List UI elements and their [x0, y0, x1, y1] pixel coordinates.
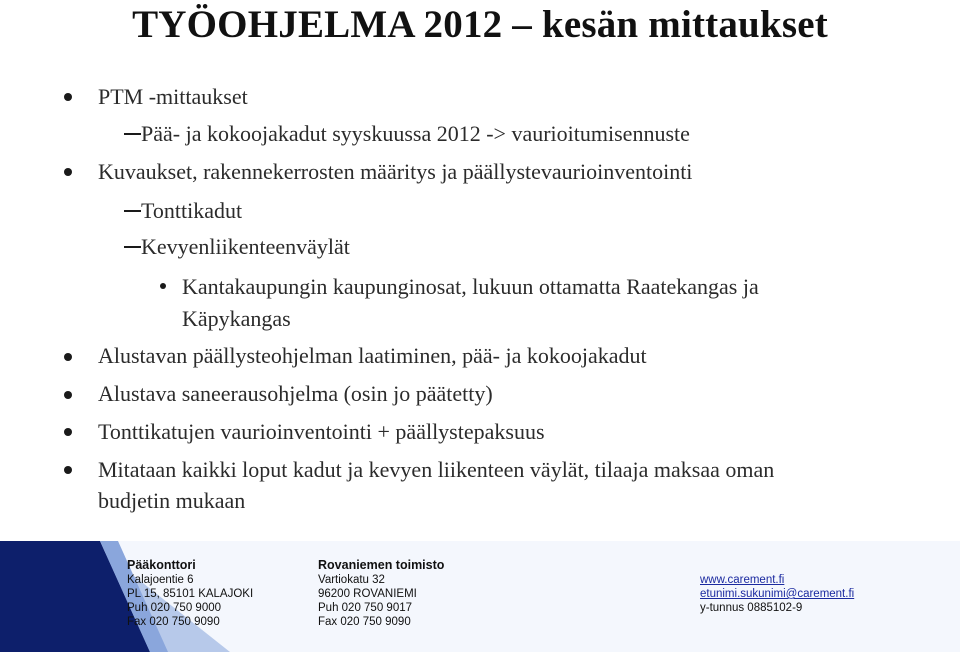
rovaniemi-office-address: Vartiokatu 32 [318, 574, 385, 586]
bullet-item: Tonttikatujen vaurioinventointi + päällystepaksuus [98, 419, 545, 444]
sub-sub-item: Kantakaupungin kaupunginosat, lukuun ottamatta Raatekangas ja [182, 274, 759, 299]
head-office-phone: Puh 020 750 9000 [127, 602, 222, 614]
bullet-item-continued: budjetin mukaan [98, 488, 246, 513]
bullet-dot-icon [64, 391, 72, 399]
email-link[interactable]: etunimi.sukunimi@carement.fi [700, 588, 855, 600]
rovaniemi-office-postal: 96200 ROVANIEMI [318, 588, 417, 600]
dash-icon [124, 246, 141, 248]
rovaniemi-office-heading: Rovaniemen toimisto [318, 558, 445, 572]
bullet-dot-icon [64, 168, 72, 176]
dash-icon [124, 133, 141, 135]
head-office-postal: PL 15, 85101 KALAJOKI [127, 588, 254, 600]
rovaniemi-office-fax: Fax 020 750 9090 [318, 616, 411, 628]
bullet-dot-icon [64, 466, 72, 474]
bullet-item: Alustavan päällysteohjelman laatiminen, pää- ja kokoojakadut [98, 343, 647, 368]
website-link[interactable]: www.carement.fi [700, 574, 785, 586]
bullet-dot-icon [64, 353, 72, 361]
bullet-dot-icon [160, 283, 166, 289]
bullet-item: Kuvaukset, rakennekerrosten määritys ja päällystevaurioinventointi [98, 159, 693, 184]
bullet-item: Mitataan kaikki loput kadut ja kevyen liikenteen väylät, tilaaja maksaa oman [98, 457, 775, 482]
bullet-item: Alustava saneerausohjelma (osin jo päätetty) [98, 381, 493, 406]
head-office-heading: Pääkonttori [127, 558, 196, 572]
sub-sub-item-continued: Käpykangas [182, 306, 291, 331]
bullet-dot-icon [64, 93, 72, 101]
slide-title: TYÖOHJELMA 2012 – kesän mittaukset [132, 3, 828, 46]
sub-item: Kevyenliikenteenväylät [141, 234, 350, 259]
footer [0, 541, 960, 652]
head-office-fax: Fax 020 750 9090 [127, 616, 220, 628]
sub-item: Tonttikadut [141, 198, 243, 223]
bullet-dot-icon [64, 428, 72, 436]
rovaniemi-office-phone: Puh 020 750 9017 [318, 602, 413, 614]
sub-item: Pää- ja kokoojakadut syyskuussa 2012 -> vaurioitumisennuste [141, 121, 690, 146]
bullet-item: PTM -mittaukset [98, 84, 248, 109]
head-office-address: Kalajoentie 6 [127, 574, 194, 586]
business-id: y-tunnus 0885102-9 [700, 602, 803, 614]
dash-icon [124, 210, 141, 212]
